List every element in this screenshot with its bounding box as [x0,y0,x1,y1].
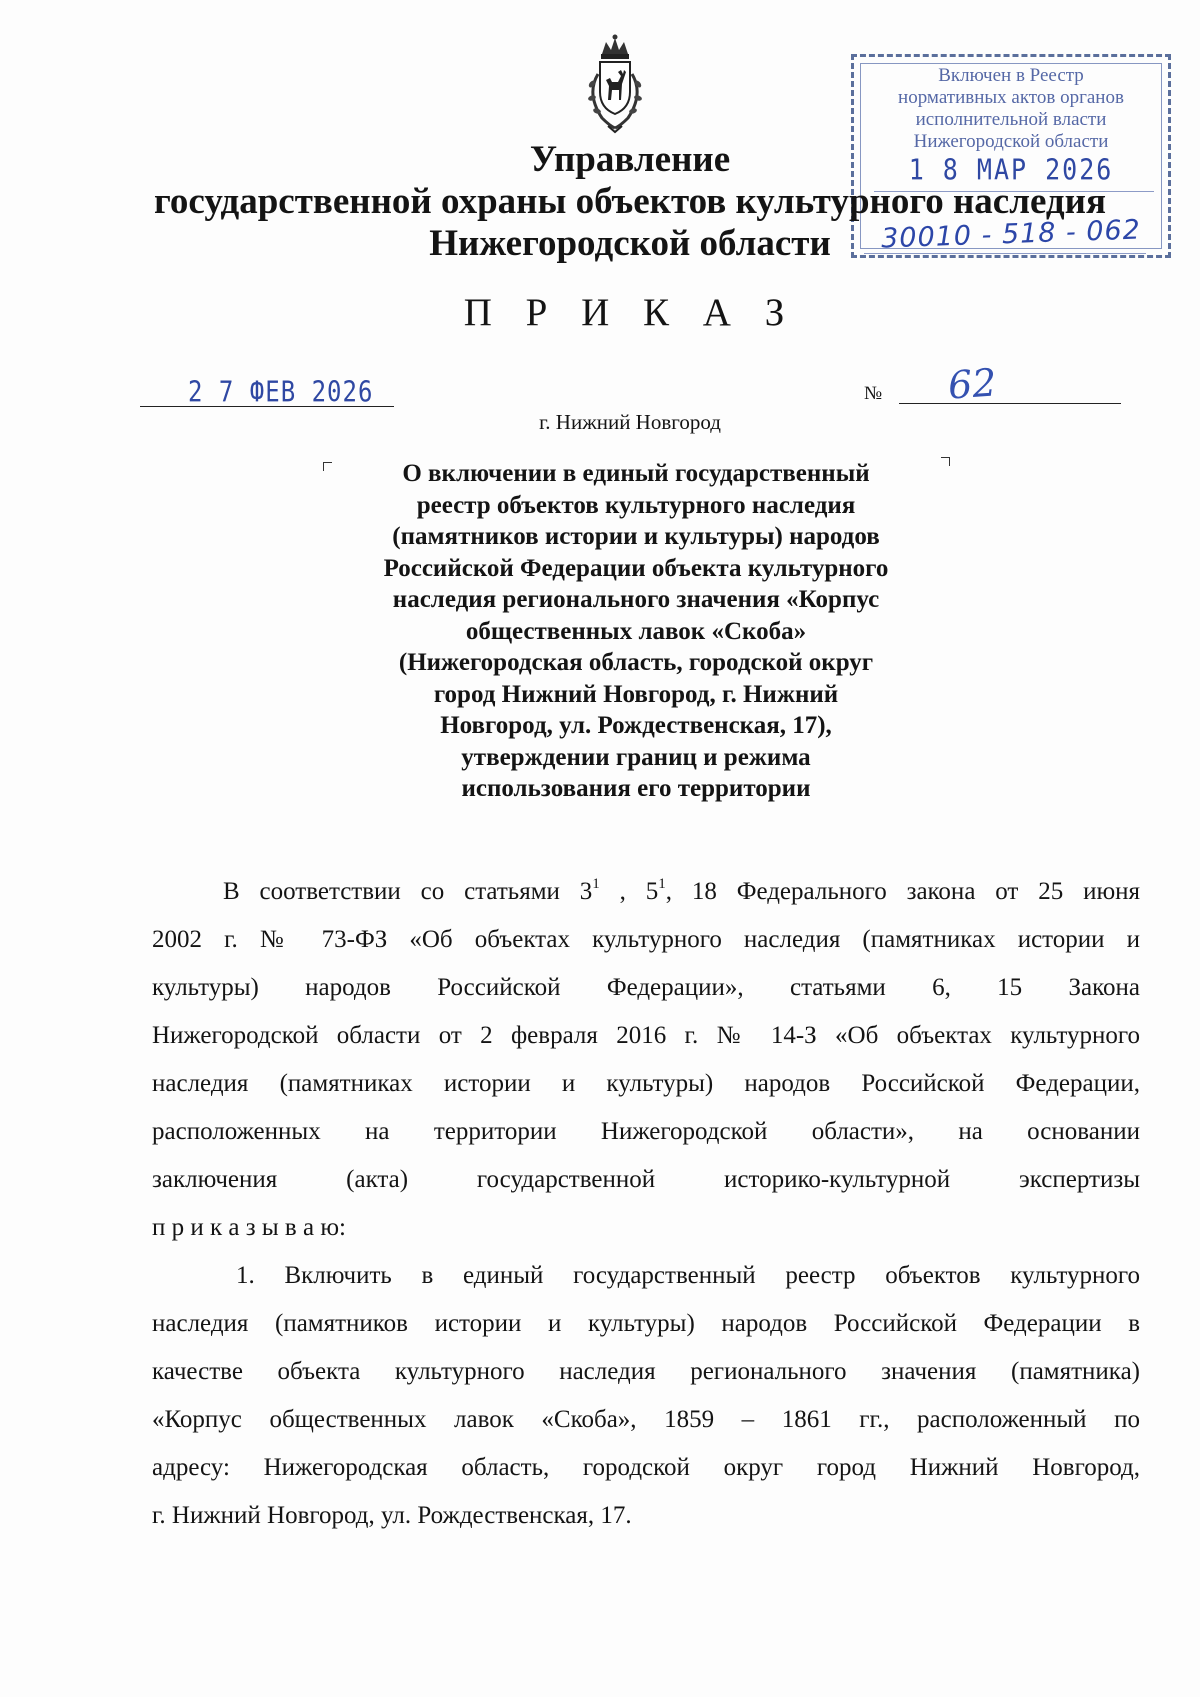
body-line: г. Нижний Новгород, ул. Рождественская, 17. [152,1502,632,1529]
subject-line: Новгород, ул. Рождественская, 17), [440,712,832,739]
subject-line: реестр объектов культурного наследия [416,491,856,519]
organization-title-line: государственной охраны объектов культурного наследия [154,181,1106,222]
coat-of-arms-icon [578,34,652,134]
subject-line: общественных лавок «Скоба» [465,617,807,645]
body-text: , 5 [599,878,659,905]
subject-line: утверждении границ и режима [461,743,811,771]
body-line: наследия (памятников истории и культуры) народов Российской Федерации в [152,1310,1140,1337]
body-line: расположенных на территории Нижегородской области», на основании [152,1118,1140,1145]
number-underline [899,403,1121,404]
body-text: , 18 Федерального закона от 25 июня [665,878,1141,905]
superscript: 1 [592,876,600,892]
subject-corner-mark [941,457,950,466]
date-stamp: 2 7 ФЕВ 2026 [188,375,374,409]
date-underline [140,406,394,407]
body-text: В соответствии со статьями 3 [223,878,593,905]
subject-corner-mark [323,462,332,471]
subject-line: (Нижегородская область, городской округ [398,649,874,676]
registry-stamp-number: 30010 - 518 - 062 [880,214,1142,255]
registry-stamp-date: 1 8 МАР 2026 [908,152,1114,187]
subject-line: использования его территории [461,775,811,802]
number-label: № [864,383,883,404]
body-line [152,878,1140,906]
body-line: наследия (памятниках истории и культуры) народов Российской Федерации, [152,1070,1140,1097]
registry-stamp-line: Нижегородской области [913,131,1109,152]
body-line: Нижегородской области от 2 февраля 2016 г. № 14-З «Об объектах культурного [152,1022,1140,1049]
organization-title-line: Управление [529,139,731,180]
registry-stamp-line: Включен в Реестр [938,65,1084,86]
body-line: «Корпус общественных лавок «Скоба», 1859 – 1861 гг., расположенный по [152,1406,1140,1433]
organization-title [100,139,1160,265]
registry-stamp-line: нормативных актов органов [898,87,1124,108]
order-word: п р и к а з ы в а ю: [152,1214,346,1241]
registry-stamp-line: исполнительной власти [915,109,1107,130]
subject-line: Российской Федерации объекта культурного [383,554,889,582]
body-line: качестве объекта культурного наследия регионального значения (памятника) [152,1358,1140,1385]
subject-line: О включении в единый государственный [402,460,870,487]
subject-line: город Нижний Новгород, г. Нижний [433,680,839,708]
subject-line: (памятников истории и культуры) народов [392,523,880,550]
body-line: культуры) народов Российской Федерации», статьями 6, 15 Закона [152,974,1140,1001]
document-type: П Р И К А З [463,291,797,334]
body-line: адресу: Нижегородская область, городской округ город Нижний Новгород, [152,1454,1140,1481]
body-line: 2002 г. № 73-ФЗ «Об объектах культурного наследия (памятниках истории и [152,926,1140,953]
city-line: г. Нижний Новгород [539,410,721,434]
document-subject [332,458,940,805]
superscript: 1 [658,876,666,892]
body-line: 1. Включить в единый государственный реестр объектов культурного [236,1262,1140,1289]
subject-line: наследия регионального значения «Корпус [392,586,880,613]
document-number: 62 [946,360,998,408]
organization-title-line: Нижегородской области [429,223,831,264]
body-line: заключения (акта) государственной историко-культурной экспертизы [152,1166,1140,1193]
